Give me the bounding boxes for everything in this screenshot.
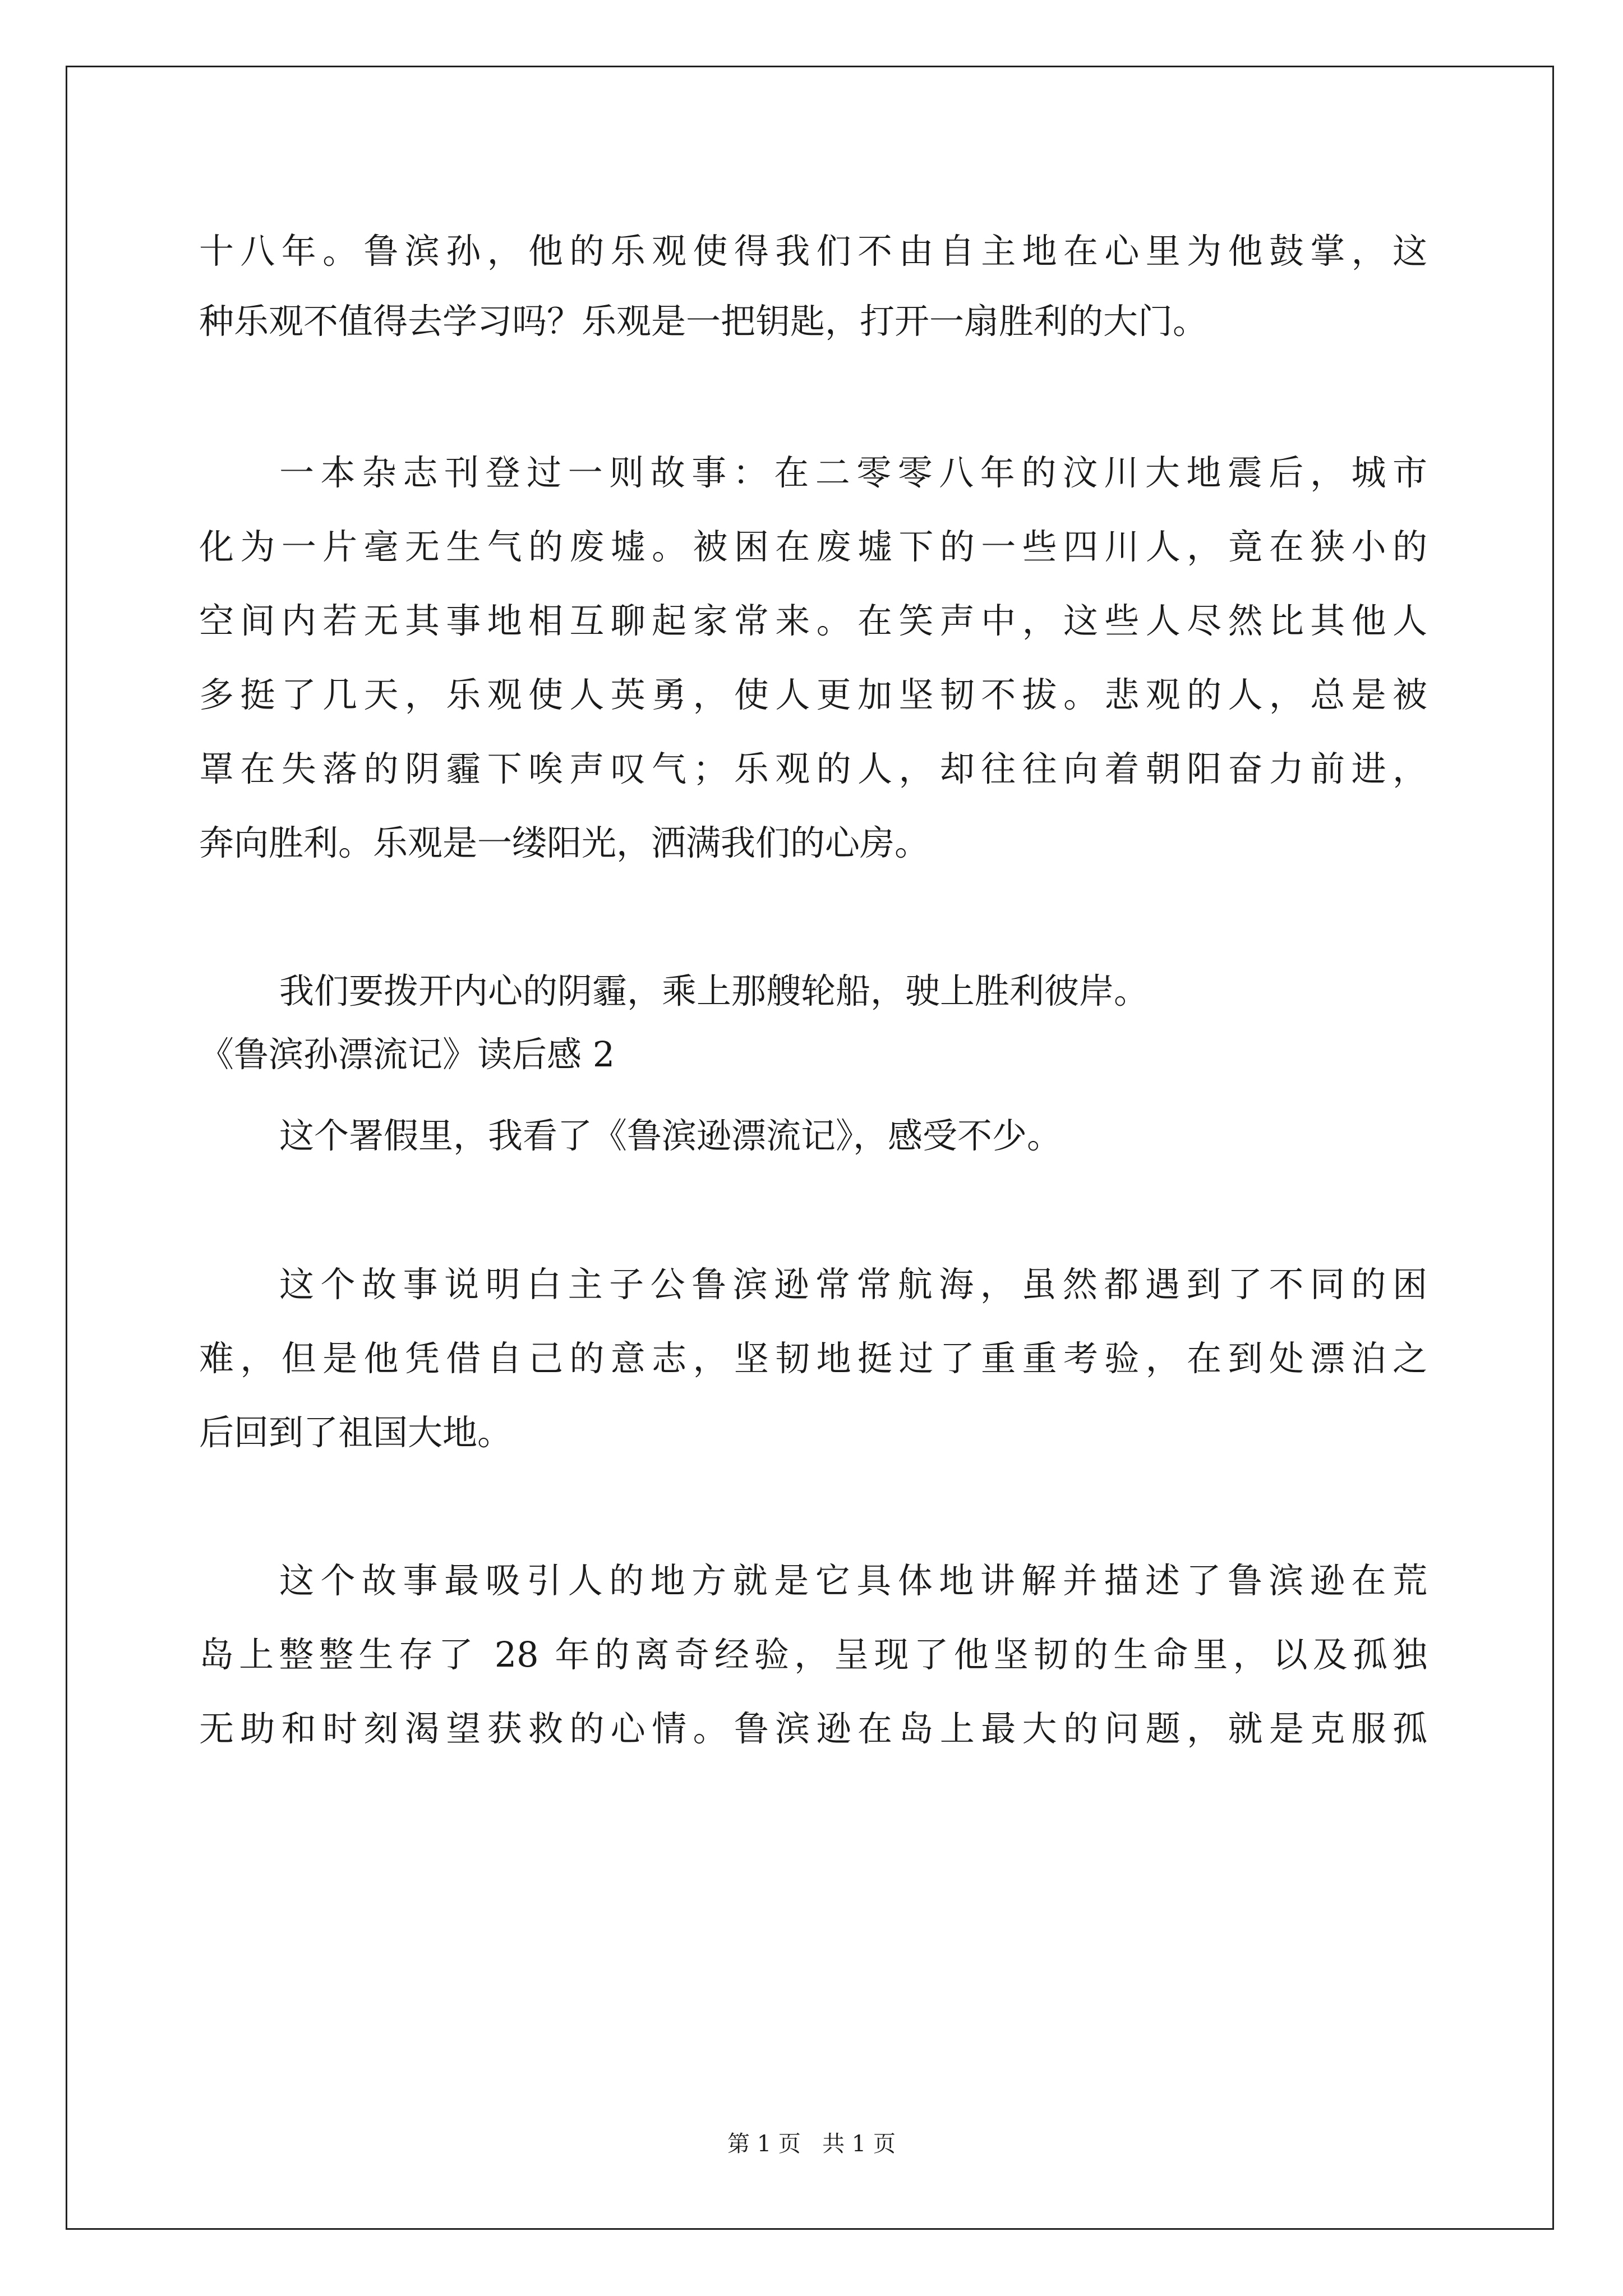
section-heading: 《鲁滨孙漂流记》读后感 2: [199, 1034, 615, 1075]
paragraph-4-line-1: 这个署假里，我看了《鲁滨逊漂流记》，感受不少。: [279, 1115, 1062, 1156]
paragraph-6-line-3: 无助和时刻渴望获救的心情。鲁滨逊在岛上最大的问题，就是克服孤: [199, 1708, 1427, 1749]
paragraph-2-line-6: 奔向胜利。乐观是一缕阳光，洒满我们的心房。: [199, 822, 930, 863]
paragraph-1-line-2: 种乐观不值得去学习吗？乐观是一把钥匙，打开一扇胜利的大门。: [199, 301, 1208, 342]
paragraph-2-line-2: 化为一片毫无生气的废墟。被困在废墟下的一些四川人，竟在狭小的: [199, 526, 1427, 567]
paragraph-6-line-2: 岛上整整生存了 28 年的离奇经验，呈现了他坚韧的生命里，以及孤独: [199, 1634, 1427, 1675]
paragraph-5-line-1: 这个故事说明白主子公鲁滨逊常常航海，虽然都遇到了不同的困: [279, 1264, 1427, 1305]
paragraph-2-line-3: 空间内若无其事地相互聊起家常来。在笑声中，这些人尽然比其他人: [199, 600, 1427, 641]
paragraph-5-line-3: 后回到了祖国大地。: [199, 1412, 513, 1453]
paragraph-2-line-1: 一本杂志刊登过一则故事：在二零零八年的汶川大地震后，城市: [279, 452, 1427, 493]
page-number-footer: 第 1 页 共 1 页: [727, 2131, 896, 2157]
paragraph-1-line-1: 十八年。鲁滨孙，他的乐观使得我们不由自主地在心里为他鼓掌，这: [199, 231, 1427, 272]
paragraph-6-line-1: 这个故事最吸引人的地方就是它具体地讲解并描述了鲁滨逊在荒: [279, 1560, 1427, 1601]
paragraph-3-line-1: 我们要拨开内心的阴霾，乘上那艘轮船，驶上胜利彼岸。: [279, 970, 1149, 1011]
paragraph-2-line-4: 多挺了几天，乐观使人英勇，使人更加坚韧不拔。悲观的人，总是被: [199, 674, 1427, 715]
paragraph-5-line-2: 难，但是他凭借自己的意志，坚韧地挺过了重重考验，在到处漂泊之: [199, 1338, 1427, 1379]
paragraph-2-line-5: 罩在失落的阴霾下唉声叹气；乐观的人，却往往向着朝阳奋力前进，: [199, 748, 1427, 789]
